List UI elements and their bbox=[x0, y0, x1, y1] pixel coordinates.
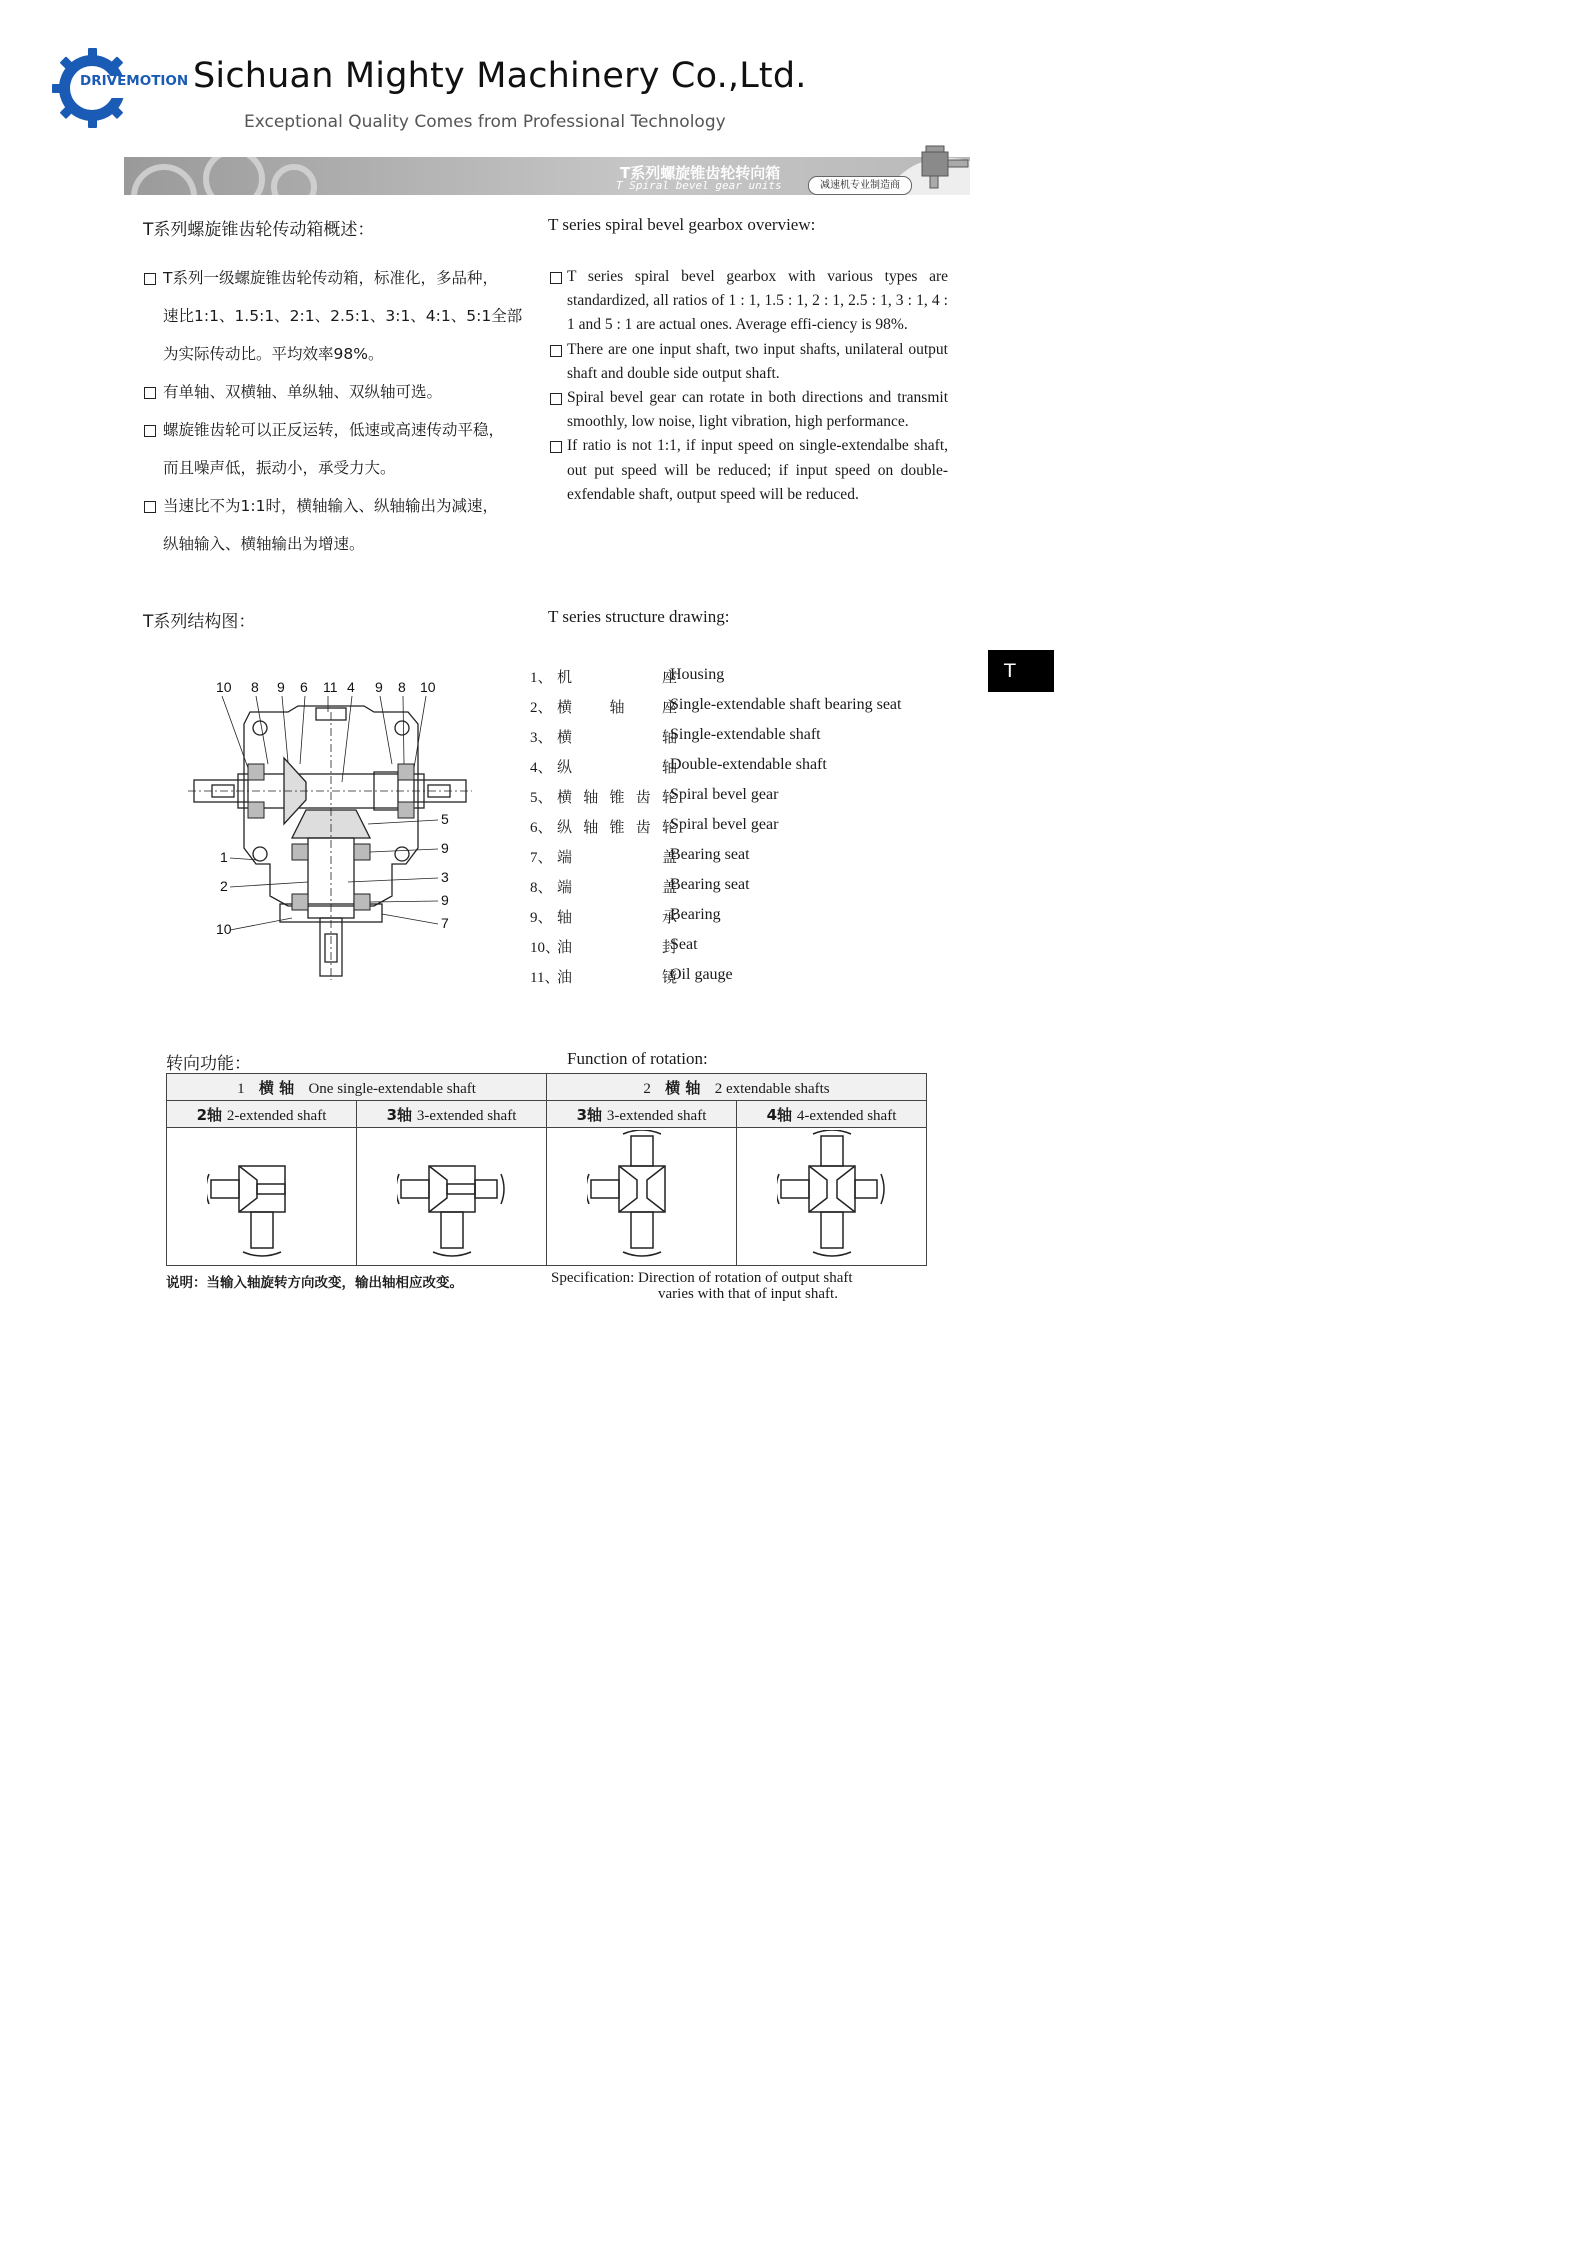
list-item-text: 螺旋锥齿轮可以正反运转，低速或高速传动平稳， bbox=[163, 421, 505, 439]
part-number: 10、 bbox=[530, 940, 561, 956]
part-name-en: Bearing seat bbox=[670, 846, 750, 863]
list-item-text: If ratio is not 1:1, if input speed on single-extendalbe shaft, out put speed will be reduced; if input speed on double-exfendable shaft, output speed will be reduced. bbox=[567, 437, 948, 503]
part-name-en: Double-extendable shaft bbox=[670, 756, 827, 773]
banner-title-cn: T系列螺旋锥齿轮转向箱 bbox=[620, 164, 781, 182]
rotation-arrow-icon bbox=[813, 1130, 851, 1134]
part-number: 11、 bbox=[530, 970, 560, 986]
rotation-arrow-icon bbox=[243, 1252, 281, 1256]
callout-label: 5 bbox=[441, 811, 449, 827]
part-name-cn: 端盖 bbox=[557, 878, 677, 896]
note-line: varies with that of input shaft. bbox=[658, 1286, 838, 1302]
rotation-arrow-icon bbox=[397, 1174, 399, 1204]
callout-label: 1 bbox=[220, 849, 228, 865]
rotation-arrow-icon bbox=[881, 1174, 884, 1204]
list-item bbox=[548, 434, 948, 507]
part-name-en: Seat bbox=[670, 936, 698, 953]
table-header-cell: 2轴 2-extended shaft bbox=[167, 1101, 357, 1128]
list-item bbox=[548, 338, 948, 386]
rotation-arrow-icon bbox=[623, 1252, 661, 1256]
checkbox-bullet-icon bbox=[550, 441, 562, 453]
list-item-text: There are one input shaft, two input shafts, unilateral output shaft and double side output shaft. bbox=[567, 340, 948, 382]
checkbox-bullet-icon bbox=[550, 272, 562, 284]
list-item bbox=[530, 726, 950, 756]
list-item bbox=[530, 906, 950, 936]
callout-label: 10 bbox=[216, 921, 232, 937]
part-name-en: Oil gauge bbox=[670, 966, 733, 983]
rotation-arrow-icon bbox=[587, 1174, 589, 1204]
list-item bbox=[530, 786, 950, 816]
callout-label: 10 bbox=[216, 679, 232, 695]
callout-label: 9 bbox=[375, 679, 383, 695]
part-name-cn: 纵轴 bbox=[557, 758, 677, 776]
callout-label: 2 bbox=[220, 878, 228, 894]
gearbox-structure-drawing bbox=[188, 672, 473, 982]
table-header-cell: 3轴 3-extended shaft bbox=[547, 1101, 737, 1128]
part-name-cn: 油封 bbox=[557, 938, 677, 956]
structure-title-cn: T系列结构图： bbox=[143, 612, 256, 632]
part-name-cn: 横轴 bbox=[557, 728, 677, 746]
list-item-text: 当速比不为1:1时，横轴输入、纵轴输出为减速， bbox=[163, 497, 498, 515]
callout-label: 11 bbox=[323, 679, 338, 695]
part-name-cn: 油镜 bbox=[557, 968, 677, 986]
callout-label: 9 bbox=[277, 679, 285, 695]
list-item bbox=[530, 876, 950, 906]
part-name-en: Spiral bevel gear bbox=[670, 786, 779, 803]
callout-label: 7 bbox=[441, 915, 449, 931]
gearbox-thumbnail-icon bbox=[912, 142, 972, 192]
list-item-text: 为实际传动比。平均效率98%。 bbox=[163, 345, 384, 363]
checkbox-bullet-icon bbox=[550, 345, 562, 357]
table-header-cell: 3轴 3-extended shaft bbox=[357, 1101, 547, 1128]
part-name-en: Single-extendable shaft bbox=[670, 726, 821, 743]
logo-wordmark: DRIVEMOTION bbox=[80, 73, 189, 89]
rotation-diagram-2-shaft bbox=[167, 1128, 357, 1266]
section-tab: T bbox=[988, 650, 1054, 692]
rotation-note-cn: 说明：当输入轴旋转方向改变，输出轴相应改变。 bbox=[166, 1275, 463, 1291]
rotation-diagram-3-shaft bbox=[357, 1128, 547, 1266]
part-number: 5、 bbox=[530, 790, 553, 806]
company-name: Sichuan Mighty Machinery Co.,Ltd. bbox=[193, 56, 807, 96]
part-name-cn: 横轴锥齿轮 bbox=[557, 788, 677, 806]
rotation-arrow-icon bbox=[813, 1252, 851, 1256]
rotation-note-en bbox=[551, 1270, 853, 1302]
note-line: Specification: Direction of rotation of output shaft bbox=[551, 1270, 853, 1286]
part-number: 2、 bbox=[530, 700, 553, 716]
part-name-en: Spiral bevel gear bbox=[670, 816, 779, 833]
callout-label: 3 bbox=[441, 869, 449, 885]
rotation-diagram-3-shaft-double bbox=[547, 1128, 737, 1266]
part-number: 3、 bbox=[530, 730, 553, 746]
list-item bbox=[530, 936, 950, 966]
callout-label: 10 bbox=[420, 679, 436, 695]
callout-label: 9 bbox=[441, 840, 449, 856]
part-number: 8、 bbox=[530, 880, 553, 896]
rotation-table bbox=[166, 1073, 927, 1266]
list-item-text: 有单轴、双横轴、单纵轴、双纵轴可选。 bbox=[163, 383, 443, 401]
banner-tag: 减速机专业制造商 bbox=[808, 176, 912, 195]
part-name-cn: 纵轴锥齿轮 bbox=[557, 818, 677, 836]
part-name-cn: 端盖 bbox=[557, 848, 677, 866]
part-name-cn: 轴承 bbox=[557, 908, 677, 926]
list-item bbox=[530, 756, 950, 786]
part-name-en: Single-extendable shaft bearing seat bbox=[670, 696, 902, 713]
list-item bbox=[530, 816, 950, 846]
list-item bbox=[548, 386, 948, 434]
rotation-title-cn: 转向功能： bbox=[166, 1054, 251, 1074]
list-item-text: Spiral bevel gear can rotate in both directions and transmit smoothly, low noise, light vibration, high performance. bbox=[567, 389, 948, 431]
overview-title-cn: T系列螺旋锥齿轮传动箱概述： bbox=[143, 220, 375, 240]
callout-label: 6 bbox=[300, 679, 308, 695]
list-item-text: 而且噪声低，振动小，承受力大。 bbox=[163, 459, 396, 477]
callout-label: 9 bbox=[441, 892, 449, 908]
overview-title-en: T series spiral bevel gearbox overview: bbox=[548, 215, 816, 234]
rotation-arrow-icon bbox=[501, 1174, 504, 1204]
list-item-text: T series spiral bevel gearbox with various types are standardized, all ratios of 1 : 1, 1.5 : 1, 2 : 1, 2.5 : 1, 3 : 1, 4 : 1 and 5 : 1 are actual ones. Average effi-ciency is 98%. bbox=[567, 268, 948, 334]
callout-label: 8 bbox=[398, 679, 406, 695]
callout-label: 4 bbox=[347, 679, 355, 695]
table-row bbox=[167, 1101, 927, 1128]
part-name-cn: 横轴座 bbox=[557, 698, 677, 716]
callout-label: 8 bbox=[251, 679, 259, 695]
list-item bbox=[530, 666, 950, 696]
rotation-arrow-icon bbox=[433, 1252, 471, 1256]
list-item bbox=[142, 259, 538, 373]
overview-list-en bbox=[548, 265, 948, 507]
table-row bbox=[167, 1074, 927, 1101]
rotation-arrow-icon bbox=[623, 1130, 661, 1134]
part-number: 4、 bbox=[530, 760, 553, 776]
structure-title-en: T series structure drawing: bbox=[548, 607, 730, 626]
list-item bbox=[530, 846, 950, 876]
table-header-cell: 4轴 4-extended shaft bbox=[737, 1101, 927, 1128]
list-item-text: 纵轴输入、横轴输出为增速。 bbox=[163, 535, 365, 553]
list-item bbox=[530, 696, 950, 726]
list-item-text: 速比1:1、1.5:1、2:1、2.5:1、3:1、4:1、5:1全部 bbox=[163, 307, 523, 325]
checkbox-bullet-icon bbox=[144, 273, 156, 285]
checkbox-bullet-icon bbox=[550, 393, 562, 405]
rotation-arrow-icon bbox=[207, 1174, 209, 1204]
part-number: 1、 bbox=[530, 670, 553, 686]
list-item bbox=[142, 411, 538, 487]
list-item bbox=[142, 373, 538, 411]
part-name-en: Housing bbox=[670, 666, 725, 683]
list-item bbox=[530, 966, 950, 996]
checkbox-bullet-icon bbox=[144, 425, 156, 437]
list-item-text: T系列一级螺旋锥齿轮传动箱，标准化，多品种， bbox=[163, 269, 498, 287]
part-name-en: Bearing bbox=[670, 906, 721, 923]
checkbox-bullet-icon bbox=[144, 501, 156, 513]
part-name-cn: 机座 bbox=[557, 668, 677, 686]
rotation-diagram-4-shaft bbox=[737, 1128, 927, 1266]
rotation-arrow-icon bbox=[777, 1174, 779, 1204]
overview-list-cn bbox=[142, 259, 538, 563]
part-name-en: Bearing seat bbox=[670, 876, 750, 893]
banner-title-en: T Spiral bevel gear units bbox=[616, 179, 782, 192]
part-number: 7、 bbox=[530, 850, 553, 866]
part-number: 6、 bbox=[530, 820, 553, 836]
table-header-group1: 1 横 轴 One single-extendable shaft bbox=[167, 1074, 547, 1101]
list-item bbox=[142, 487, 538, 563]
checkbox-bullet-icon bbox=[144, 387, 156, 399]
list-item bbox=[548, 265, 948, 338]
table-row bbox=[167, 1128, 927, 1266]
part-number: 9、 bbox=[530, 910, 553, 926]
rotation-title-en: Function of rotation: bbox=[567, 1049, 708, 1068]
table-header-group2: 2 横 轴 2 extendable shafts bbox=[547, 1074, 927, 1101]
company-slogan: Exceptional Quality Comes from Professional Technology bbox=[244, 112, 726, 132]
